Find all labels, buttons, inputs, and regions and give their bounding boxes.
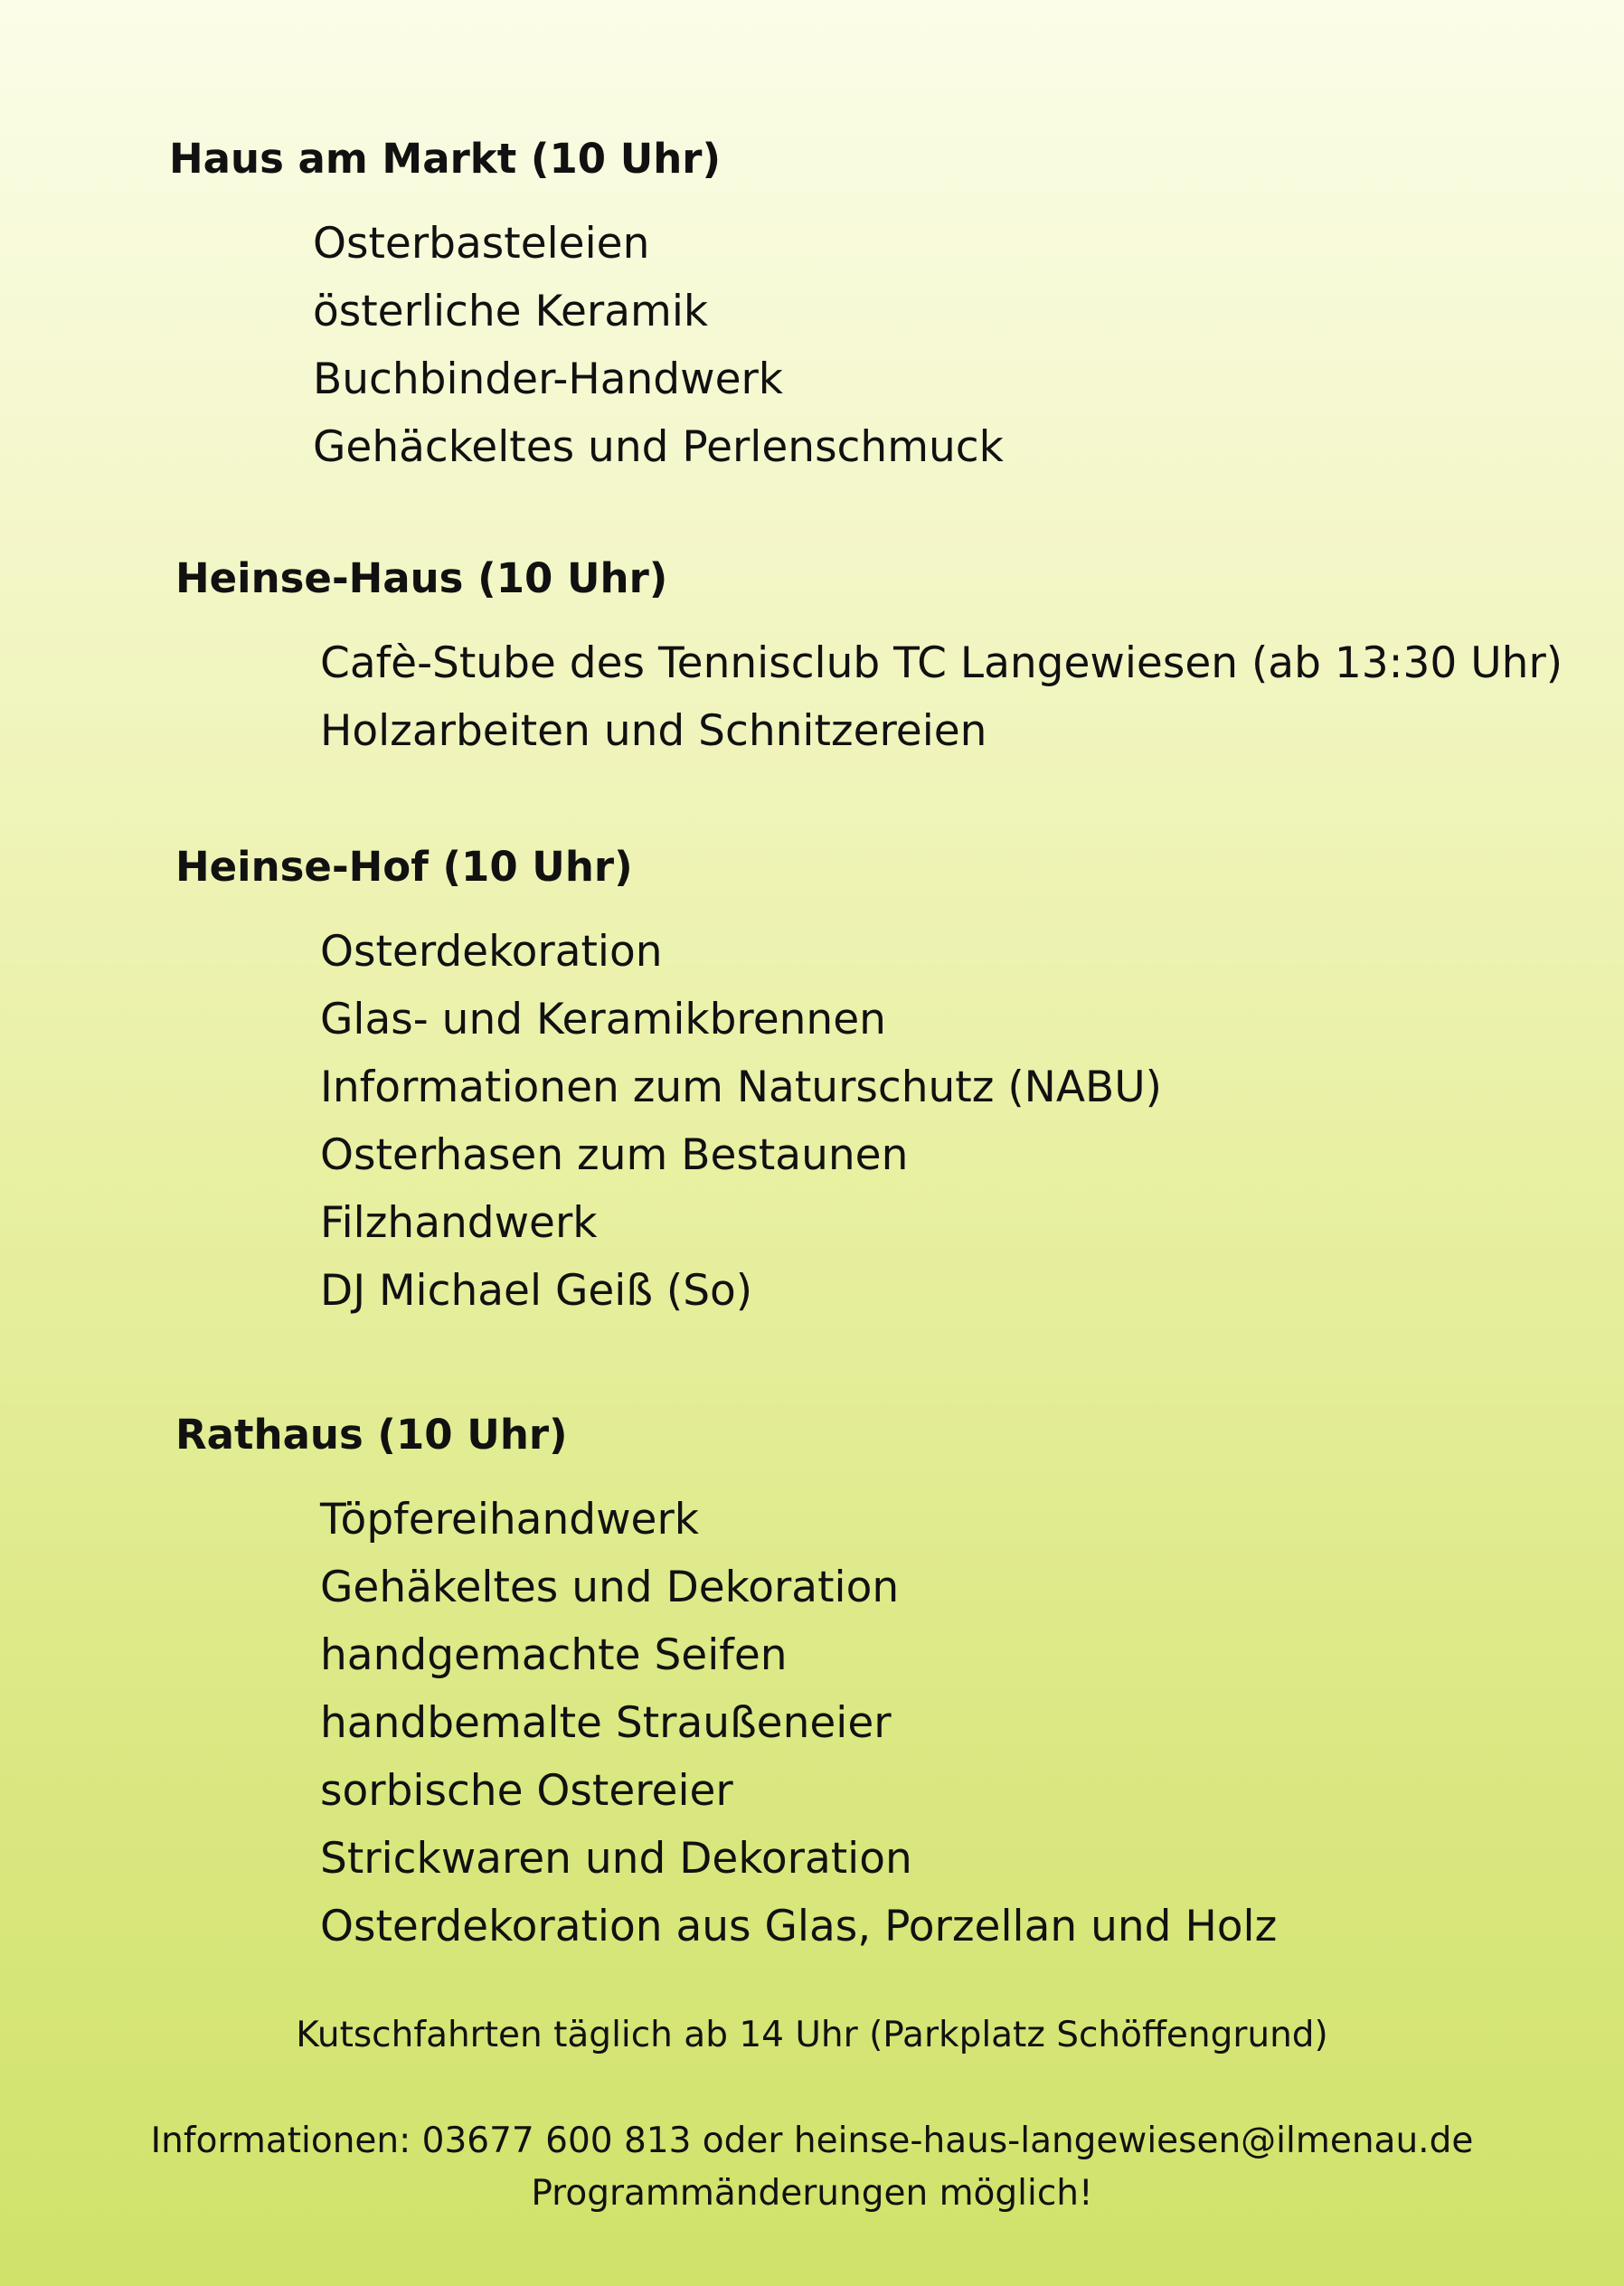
list-item: Holzarbeiten und Schnitzereien [320,706,987,756]
list-item: Töpfereihandwerk [320,1495,699,1544]
list-item: handgemachte Seifen [320,1630,788,1680]
list-item: Osterbasteleien [313,219,650,269]
contact-info: Informationen: 03677 600 813 oder heinse-haus-langewiesen@ilmenau.de [150,2121,1474,2161]
list-item: Osterdekoration aus Glas, Porzellan und Holz [320,1902,1278,1951]
section-title-haus-am-markt: Haus am Markt (10 Uhr) [169,135,722,183]
list-item: Filzhandwerk [320,1198,598,1248]
program-change-note: Programmänderungen möglich! [531,2173,1093,2214]
section-title-heinse-hof: Heinse-Hof (10 Uhr) [175,843,633,891]
list-item: Osterdekoration [320,927,663,977]
item-list-rathaus [320,1486,1277,1960]
list-item: Buchbinder-Handwerk [313,354,784,404]
list-item: Informationen zum Naturschutz (NABU) [320,1063,1162,1112]
carriage-rides-note: Kutschfahrten täglich ab 14 Uhr (Parkplatz Schöffengrund) [296,2015,1328,2055]
list-item: handbemalte Straußeneier [320,1698,892,1748]
list-item: Glas- und Keramikbrennen [320,995,886,1044]
item-list-heinse-hof [320,918,1162,1325]
list-item: sorbische Ostereier [320,1766,733,1816]
list-item: Strickwaren und Dekoration [320,1834,912,1884]
item-list-haus-am-markt [313,210,1004,481]
list-item: Gehäkeltes und Dekoration [320,1563,900,1612]
list-item: österliche Keramik [313,287,709,336]
list-item: Cafè-Stube des Tennisclub TC Langewiesen (ab 13:30 Uhr) [320,638,1563,688]
list-item: Gehäckeltes und Perlenschmuck [313,422,1004,472]
item-list-heinse-haus [320,629,1563,765]
section-title-heinse-haus: Heinse-Haus (10 Uhr) [175,554,668,602]
section-title-rathaus: Rathaus (10 Uhr) [175,1411,568,1459]
list-item: Osterhasen zum Bestaunen [320,1130,909,1180]
list-item: DJ Michael Geiß (So) [320,1266,753,1316]
